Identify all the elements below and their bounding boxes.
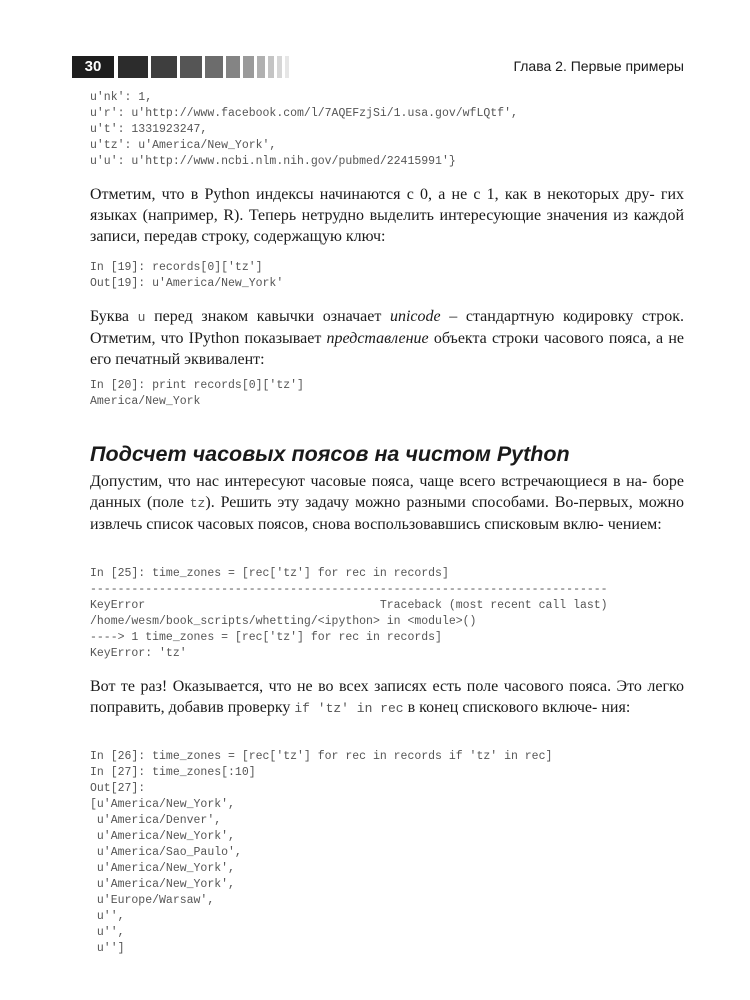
text-fragment: в конец спискового включе- bbox=[403, 699, 598, 716]
header-decor-block bbox=[268, 56, 274, 78]
text-line: чением: bbox=[607, 516, 662, 533]
inline-code: u bbox=[137, 310, 146, 325]
code-block: u'nk': 1, u'r': u'http://www.facebook.com/l/7AQEFzjSi/1.usa.gov/wfLQtf', u't': 1331923247, u'tz': u'America/New_York', u'u': u'http://www.ncbi.nlm.nih.gov/pubmed/22415991'} bbox=[90, 91, 518, 168]
text-fragment: боре данных (поле bbox=[90, 473, 685, 511]
text-line: Отметим, что в Python индексы начинаются с 0, а не с 1, как в некоторых дру- bbox=[90, 186, 655, 203]
text-fragment: перед знаком кавычки означает bbox=[145, 308, 390, 325]
header-decor-block bbox=[257, 56, 265, 78]
header-decor-block bbox=[180, 56, 202, 78]
text-line: гих языках (например, R). Теперь нетрудно выделить интересующие значения из bbox=[90, 186, 685, 224]
text-line: каждой записи, передав строку, содержащую ключ: bbox=[90, 207, 684, 245]
code-block: In [25]: time_zones = [rec['tz'] for rec in records] --------------------------------------------------------------------------- KeyError Traceback (most recent call last) /home/wesm/book_scripts/whetting/<ipython> in <module>() ----> 1 time_zones = [rec['tz'] for rec in records] KeyError: 'tz' bbox=[90, 567, 608, 660]
paragraph bbox=[90, 184, 684, 247]
text-fragment: объекта строки часового пояса, а bbox=[428, 330, 664, 347]
text-line: ния: bbox=[601, 699, 631, 716]
text-line: Вот те раз! Оказывается, что не во всех записях есть поле часового пояса. Это bbox=[90, 678, 642, 695]
text-fragment: Отметим, что IPython показывает bbox=[90, 330, 327, 347]
code-block: In [19]: records[0]['tz'] Out[19]: u'America/New_York' bbox=[90, 261, 284, 290]
paragraph bbox=[90, 471, 684, 535]
inline-code: tz bbox=[189, 496, 206, 511]
emphasis-text: unicode bbox=[389, 308, 441, 325]
page-header bbox=[72, 56, 684, 78]
text-line: можно извлечь список часовых поясов, снова воспользовавшись списковым вклю- bbox=[90, 494, 684, 533]
text-fragment: Буква bbox=[90, 308, 138, 325]
header-decor-block bbox=[205, 56, 223, 78]
header-decor-block bbox=[226, 56, 240, 78]
code-block: In [26]: time_zones = [rec['tz'] for rec in records if 'tz' in rec] In [27]: time_zones[:10] Out[27]: [u'America/New_York', u'America/Denver', u'America/New_York', u'America/Sao_Paulo', u'America/New_York', u'America/New_York', u'Europe/Warsaw', u'', u'', u''] bbox=[90, 750, 553, 955]
header-decor-block bbox=[243, 56, 254, 78]
text-line: Допустим, что нас интересуют часовые пояса, чаще всего встречающиеся в на- bbox=[90, 473, 648, 490]
text-fragment: ). Решить эту задачу можно разными способами. Во-первых, bbox=[205, 494, 633, 511]
header-decor-block bbox=[151, 56, 177, 78]
code-block: In [20]: print records[0]['tz'] America/New_York bbox=[90, 379, 304, 408]
text-fragment: – стандартную кодировку строк. bbox=[440, 308, 684, 325]
chapter-title: Глава 2. Первые примеры bbox=[513, 58, 684, 74]
header-decor-block bbox=[277, 56, 282, 78]
paragraph bbox=[90, 306, 684, 370]
text-fragment: легко поправить, добавив проверку bbox=[90, 678, 684, 716]
paragraph bbox=[90, 676, 684, 719]
header-decor-block bbox=[118, 56, 148, 78]
text-line: не его печатный эквивалент: bbox=[90, 330, 684, 368]
section-heading: Подсчет часовых поясов на чистом Python bbox=[90, 442, 570, 466]
inline-code: if 'tz' in rec bbox=[294, 701, 404, 716]
page-number: 30 bbox=[72, 56, 114, 78]
header-decor-block bbox=[285, 56, 289, 78]
emphasis-text: представление bbox=[326, 330, 429, 347]
